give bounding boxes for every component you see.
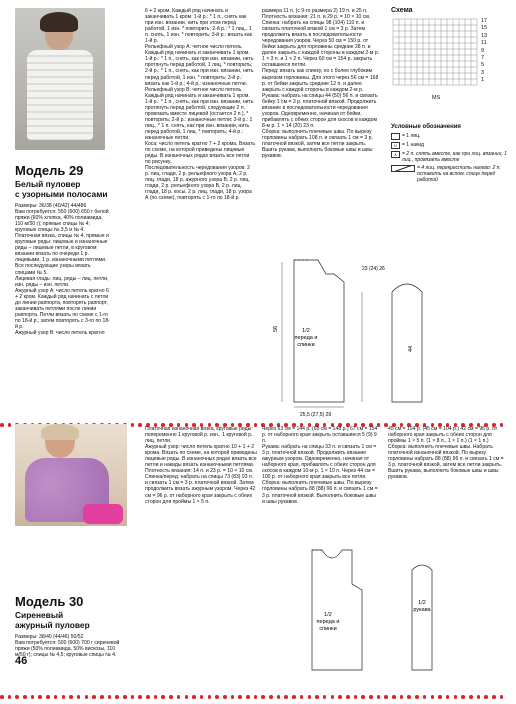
divider-dot bbox=[346, 695, 350, 699]
divider-dot bbox=[377, 695, 381, 699]
divider-dot bbox=[492, 695, 496, 699]
rapport-label: MS bbox=[432, 95, 441, 101]
divider-dot bbox=[8, 695, 12, 699]
divider-dot bbox=[215, 695, 219, 699]
divider-dot bbox=[269, 695, 273, 699]
model29-title: Модель 29 bbox=[15, 163, 84, 178]
scheme-row-number: 3 bbox=[481, 69, 485, 76]
divider-dot bbox=[69, 695, 73, 699]
divider-dot bbox=[254, 695, 258, 699]
model30-photo bbox=[15, 424, 127, 526]
divider-dot bbox=[369, 695, 373, 699]
model29-pattern-diagram bbox=[272, 252, 512, 418]
divider-dot bbox=[469, 695, 473, 699]
divider-dot bbox=[138, 695, 142, 699]
svg-text:переда и: переда и bbox=[316, 619, 340, 625]
divider-dot bbox=[23, 695, 27, 699]
divider-dot bbox=[77, 695, 81, 699]
model30-pattern-diagram bbox=[272, 540, 512, 680]
divider-dot bbox=[500, 695, 504, 699]
divider-dot bbox=[15, 695, 19, 699]
divider-dot bbox=[238, 695, 242, 699]
legend-item: = 4 лиц. перекрестить налево: 2 п. оставить на вспом. спице перед работой bbox=[391, 165, 509, 183]
scheme-row-number: 5 bbox=[481, 62, 485, 69]
scheme-row-number: 7 bbox=[481, 55, 485, 62]
divider-dot bbox=[0, 423, 4, 427]
knit-symbol-icon bbox=[391, 133, 400, 140]
svg-text:переда и: переда и bbox=[294, 335, 318, 341]
svg-text:25,5 (27,5) 29: 25,5 (27,5) 29 bbox=[300, 412, 332, 418]
divider-dot bbox=[131, 423, 135, 427]
diagram29-piece: 1/2 bbox=[302, 328, 310, 334]
divider-dot bbox=[115, 695, 119, 699]
divider-dot bbox=[0, 695, 4, 699]
section-divider bbox=[0, 414, 516, 422]
svg-text:спинки: спинки bbox=[319, 626, 337, 632]
divider-dot bbox=[277, 695, 281, 699]
svg-text:1/2: 1/2 bbox=[324, 612, 332, 618]
divider-dot bbox=[154, 695, 158, 699]
divider-dot bbox=[54, 695, 58, 699]
divider-dot bbox=[100, 695, 104, 699]
divider-dot bbox=[323, 695, 327, 699]
divider-dot bbox=[246, 695, 250, 699]
model29-col3: размера 11 п. (с 9-го размера 2) 19 п. и 25 п. Плотность вязания: 21 п. и 29 р. = 10 × 10 см. Спинка: набрать на спицы 98 (104) 110 п. и связать платочной вязкой 1 см = 3 р. Затем продолжить вязать в последовательности чередования узоров. Через 50 см = 150 р. от бейки закрыть для горловины средние 28 п. и далее закрыть с каждой стороны в каждом 2-м р. 1 × 3 п. и 1 × 2 п. Через 60 см = 154 р. закрыть оставшиеся петли. Перед: вязать как спинку, но с более глубоким вырезом горловины. Для этого через 56 см = 168 р. от бейки закрыть средние 12 п. и далее закрыть с каждой стороны в каждом 2-м р. Рукава: набрать на спицы 44 (50) 56 п. и связать бейку 1 см = 3 р. платочной вязкой. Продолжить вязание в последовательности чередования узоров. Одновременно, начиная от бейки, прибавлять с обеих сторон для скосов в каждом 8-м р. 1 × 14 (20) 23 п. Сборка: выполнить плечевые швы. По вырезу горловины набрать 108 п. и связать 1 см = 3 р. платочной вязкой, затем все петли закрыть. Вшить рукава, выполнить боковые швы и швы рукавов. bbox=[262, 8, 380, 160]
divider-dot bbox=[261, 695, 265, 699]
divider-dot bbox=[46, 695, 50, 699]
model30-col1: Размеры: 38/40 (44/46) 50/52 Вам потребуется: 500 (600) 700 г сиреневой пряжи (50% полиамида, 50% вискозы, 110 м/50 г); спицы № 4,5; круговые спицы № 4. bbox=[15, 634, 120, 659]
divider-dot bbox=[108, 695, 112, 699]
divider-dot bbox=[292, 695, 296, 699]
divider-dot bbox=[484, 695, 488, 699]
legend-item: ∧ = 2 п. снять вместе, как при лиц. вязании, 1 лиц., провязать вместе bbox=[391, 151, 509, 163]
divider-dot bbox=[8, 423, 12, 427]
divider-dot bbox=[200, 695, 204, 699]
cable-cross-symbol-icon bbox=[391, 165, 415, 172]
model29-col1: Размеры: 36/38 (40/42) 44/486 Вам потребуется: 550 (600) 650 г белой пряжи (60% хлопка, 40% полиамида, 110 м/50 г); прямые спицы № 4; круговые спицы № 3,5 и № 4. Платочная вязка, спицы № 4, прямые и круговые ряды: лицевые и изнаночные ряды – лицевые петли, в круговом вязании вязать по очереди 1 р. лицевыми, 1 р. изнаночными петлями. Все последующие узоры вязать спицами № 5. Лицевая гладь: лиц. ряды – лиц. петли, изн. ряды – изн. петли. Ажурный узор А: число петель кратно 6 + 2 кром. Каждый ряд начинать с петли до линии раппорта, повторять раппорт, заканчивать петлями после линии раппорта. Петли вязать по схеме с 1-го по 18-й р., затем повторять с 3-го по 18-й р. Ажурный узор В: число петель кратно bbox=[15, 203, 110, 336]
divider-dot bbox=[438, 695, 442, 699]
divider-dot bbox=[223, 695, 227, 699]
divider-dot bbox=[185, 695, 189, 699]
model29-col2: 6 + 2 кром. Каждый ряд начинать и заканчивать 1 кром. 1-й р.: * 1 п., снять как при изн. вязании, нить при этом перед работой, 1 изн. * повторить; 2-й р.: * 1 лиц., 1 п. снять, 1 изн. * повторить; 3-й р.: вязать как 1-й р. Рельефный узор А: четное число петель. Каждый ряд начинать и заканчивать 1 кром. 1-й р.: * 1 п., снять, как при изн. вязании, нить протянуть перед работой, 1 лиц. * повторить; 2-й р.: * 1 п., снять, как при изн. вязании, нить перед работой, 1 изн. * повторить; 3-й р.: вязать как 1-й р.; 4-й р.: изнаночные петли. Рельефный узор В: четное число петель. Каждый ряд начинать и заканчивать 1 кром. 1-й р.: * 1 п., снять, как при изн. вязании, нить протянуть перед работой, следующие 2 п. провязать вместе лицевой (остается 2 п.), * повторить; 2-й р.: изнаночные петли; 3-й р.: 1 лиц., * 1 п. снять, как при изн. вязании, нить перед работой, 1 лиц. * повторить; 4-й р.: изнаночные петли. Коса: число петель кратно 7 + 2 крома. Вязать по схеме, на которой приведены лицевые ряды. В изнаночных рядах вязать все петли по рисунку. Последовательность чередования узоров: 2 р. лиц. глади, 2 р. рельефного узора А, 2 р. лиц. глади, 18 р. ажурного узора В, 2 р. лиц. глади, 2 р. рельефного узора В, 2 р. лиц. глади, 18 р. косы, 2 р. лиц. глади, 18 р. узора А (по схеме), повторять с 1-го по 18-й р. bbox=[145, 8, 255, 202]
divider-dot bbox=[361, 695, 365, 699]
scheme-row-numbers bbox=[481, 18, 499, 85]
divider-dot bbox=[85, 695, 89, 699]
svg-text:23 (24) 26: 23 (24) 26 bbox=[362, 266, 385, 272]
divider-dot bbox=[338, 695, 342, 699]
divider-dot bbox=[415, 695, 419, 699]
legend-title: Условные обозначения bbox=[391, 124, 461, 130]
divider-dot bbox=[461, 695, 465, 699]
scheme-row-number: 17 bbox=[481, 18, 488, 24]
divider-dot bbox=[131, 695, 135, 699]
model30-col2: Платочная изнаночная вязка, круговые ряды: попеременно 1 круговой р. изн., 1 круговой р. лиц. петли. Ажурный узор: число петель кратно 10 + 1 + 2 крома. Вязать по схеме, на которой приведены лицевые ряды. В изнаночных рядах вязать все петли и накиды вязать изнаночными петлями. Плотность вязания: 14 п. и 23 р. = 10 × 10 см. Спинка/перед: набрать на спицы 73 (83) 93 п. и связать 1 см = 3 р. платочной вязкой. Затем продолжить вязать ажурным узором. Через 42 см = 96 р. от наборного края закрыть с обеих сторон для проймы 1 × 5 п. bbox=[145, 426, 257, 505]
legend-item: = 1 лиц. bbox=[391, 133, 509, 140]
divider-dot bbox=[62, 695, 66, 699]
divider-dot bbox=[123, 695, 127, 699]
divider-dot bbox=[138, 423, 142, 427]
divider-dot bbox=[31, 695, 35, 699]
scheme-row-number: 13 bbox=[481, 32, 488, 39]
model30-title: Модель 30 bbox=[15, 594, 84, 609]
page-number: 46 bbox=[15, 655, 28, 667]
divider-dot bbox=[146, 695, 150, 699]
legend-item: U = 1 накид bbox=[391, 142, 509, 149]
divider-dot bbox=[231, 695, 235, 699]
svg-text:спинки: спинки bbox=[297, 342, 315, 348]
divider-dot bbox=[423, 695, 427, 699]
model30-name: Сиреневый ажурный пуловер bbox=[15, 610, 90, 630]
scheme-row-number: 15 bbox=[481, 25, 488, 32]
scheme-title: Схема bbox=[391, 7, 413, 14]
scheme-row-number: 1 bbox=[481, 77, 485, 84]
model30-col4: 45 см = 104 р. (45 см = 104 р.) 42 см = 96 р. от наборного края закрыть с обеих сторон для проймы 1 × 5 п. (1 × 8 п., 1 × 1 п.) (1 × 1 п.) Сборка: выполнить плечевые швы. Набрать платочной изнаночной вязкой. По вырезу горловины набрать 88 (88) 96 п. и связать 1 см = 3 р. платочной вязкой, затем все петли закрыть. Вшить рукава, выполнить боковые швы и швы рукавов. bbox=[388, 426, 504, 481]
divider-dot bbox=[407, 695, 411, 699]
svg-text:рукава: рукава bbox=[413, 607, 431, 613]
svg-text:1/2: 1/2 bbox=[418, 600, 426, 606]
divider-dot bbox=[208, 695, 212, 699]
divider-dot bbox=[169, 695, 173, 699]
divider-dot bbox=[477, 695, 481, 699]
scheme-row-number: 11 bbox=[481, 40, 487, 47]
divider-dot bbox=[192, 695, 196, 699]
divider-dot bbox=[308, 695, 312, 699]
svg-text:44: 44 bbox=[408, 345, 414, 352]
svg-text:56: 56 bbox=[273, 325, 279, 332]
divider-dot bbox=[300, 695, 304, 699]
divider-dot bbox=[354, 695, 358, 699]
model29-photo bbox=[15, 8, 105, 150]
legend bbox=[391, 133, 509, 183]
model29-name: Белый пуловер с узорными полосами bbox=[15, 179, 108, 199]
divider-dot bbox=[400, 695, 404, 699]
yarn-over-symbol-icon: U bbox=[391, 142, 400, 149]
divider-dot bbox=[177, 695, 181, 699]
divider-dot bbox=[446, 695, 450, 699]
divider-dot bbox=[431, 695, 435, 699]
slip-decrease-symbol-icon: ∧ bbox=[391, 151, 400, 158]
divider-dot bbox=[92, 695, 96, 699]
divider-dot bbox=[161, 695, 165, 699]
divider-dot bbox=[454, 695, 458, 699]
divider-dot bbox=[315, 695, 319, 699]
bottom-divider bbox=[0, 686, 516, 694]
divider-dot bbox=[392, 695, 396, 699]
model30-col3: Через 63 см = 144 р. (65 см = 148 р.) 67 см = 154 р. от наборного края закрыть оставшиеся 5 (9) 9 п. Рукава: набрать на спицы 33 п. и связать 1 см = 3 р. платочной вязкой. Продолжить вязание ажурным узором. Одновременно, начиная от наборного края, прибавлять с обеих сторон для скосов в каждом 10-м р. 1 × 10 п. Через 44 см = 100 р. от наборного края закрыть все петли. Сборка: выполнить плечевые швы. По вырезу горловины набрать 88 (88) 96 п. и связать 1 см = 3 р. платочной вязкой. Выполнить боковые швы и швы рукавов. bbox=[262, 426, 378, 505]
divider-dot bbox=[331, 695, 335, 699]
divider-dot bbox=[284, 695, 288, 699]
divider-dot bbox=[384, 695, 388, 699]
scheme-row-number: 9 bbox=[481, 47, 485, 54]
divider-dot bbox=[38, 695, 42, 699]
